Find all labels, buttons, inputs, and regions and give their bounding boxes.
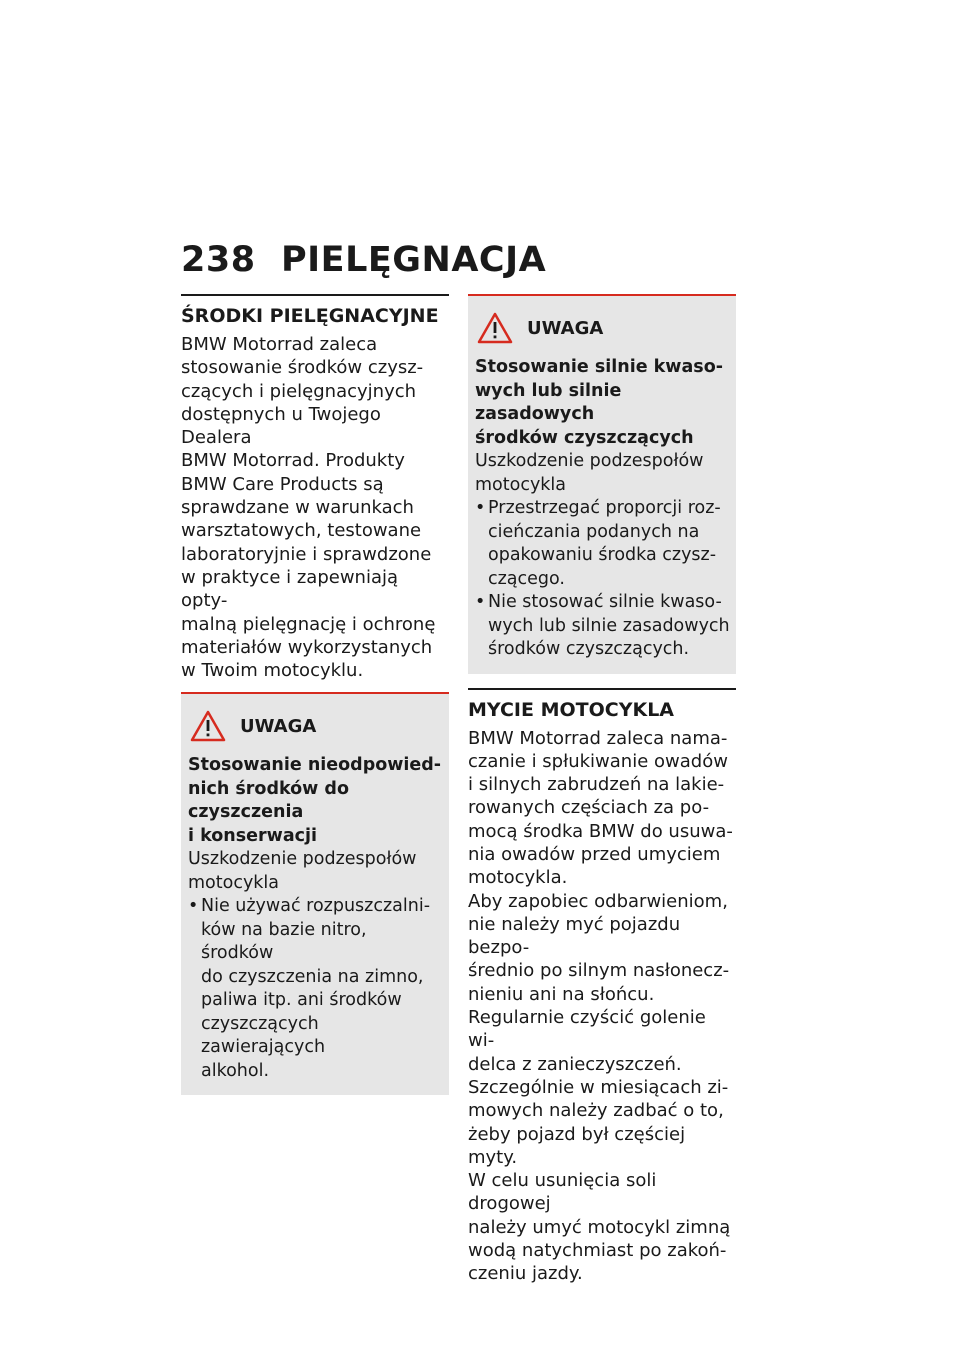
list-item: • Przestrzegać proporcji roz- cieńczania podanych na opakowaniu środka czysz- czącego.	[475, 497, 730, 591]
warning-triangle-icon	[477, 312, 513, 344]
notice-title: Stosowanie silnie kwaso- wych lub silnie zasadowych środków czyszczących	[475, 357, 723, 448]
chapter-title: PIELĘGNACJA	[281, 240, 547, 280]
notice-consequence: Uszkodzenie podzespołów motocykla	[188, 849, 417, 893]
washing-text	[468, 727, 736, 1286]
care-products-text	[181, 333, 449, 682]
notice-label: UWAGA	[527, 317, 604, 339]
notice-label: UWAGA	[240, 715, 317, 737]
notice-title: Stosowanie nieodpowied- nich środków do czyszczenia i konserwacji	[188, 755, 442, 846]
page-header	[181, 240, 546, 280]
left-column	[181, 294, 449, 1095]
notice-box-acidic-cleaners	[468, 296, 736, 674]
paragraph: BMW Motorrad zaleca nama- czanie i spłukiwanie owadów i silnych zabrudzeń na lakie- rowanych częściach za po- mocą środka BMW do usuwa- nia owadów przed umyciem motocykla.	[468, 727, 733, 889]
section-rule	[181, 294, 449, 296]
paragraph: Szczególnie w miesiącach zi- mowych należy zadbać o to, żeby pojazd był częściej myty.	[468, 1076, 729, 1168]
notice-bullet-list	[188, 895, 443, 1083]
page-number: 238	[181, 240, 256, 280]
paragraph: BMW Motorrad zaleca stosowanie środków czysz- czących i pielęgnacyjnych dostępnych u Twojego Dealera BMW Motorrad. Produkty BMW Care Products są sprawdzane w warunkach warsztatowych, testowane laboratoryjnie i sprawdzone w praktyce i zapewniają opty- malną pielęgnację i ochronę materiałów wykorzystanych w Twoim motocyklu.	[181, 334, 436, 682]
warning-triangle-icon	[190, 710, 226, 742]
list-item: • Nie używać rozpuszczalni- ków na bazie nitro, środków do czyszczenia na zimno, paliwa itp. ani środków czyszczących zawierających alkohol.	[188, 895, 443, 1083]
notice-box-solvents	[181, 694, 449, 1095]
paragraph: Aby zapobiec odbarwieniom, nie należy myć pojazdu bezpo- średnio po silnym nasłonecz- nieniu ani na słońcu.	[468, 890, 730, 1005]
right-column	[468, 294, 736, 1286]
list-item: • Nie stosować silnie kwaso- wych lub silnie zasadowych środków czyszczących.	[475, 591, 730, 662]
notice-header	[475, 306, 730, 350]
paragraph: W celu usunięcia soli drogowej należy umyć motocykl zimną wodą natychmiast po zakoń- czeniu jazdy.	[468, 1170, 731, 1285]
section-heading-care-products: ŚRODKI PIELĘGNACYJNE	[181, 305, 439, 327]
section-rule	[468, 688, 736, 690]
paragraph: Regularnie czyścić golenie wi- delca z zanieczyszczeń.	[468, 1007, 706, 1075]
notice-header	[188, 704, 443, 748]
notice-bullet-list	[475, 497, 730, 662]
section-heading-washing: MYCIE MOTOCYKLA	[468, 698, 675, 721]
notice-consequence: Uszkodzenie podzespołów motocykla	[475, 451, 704, 495]
